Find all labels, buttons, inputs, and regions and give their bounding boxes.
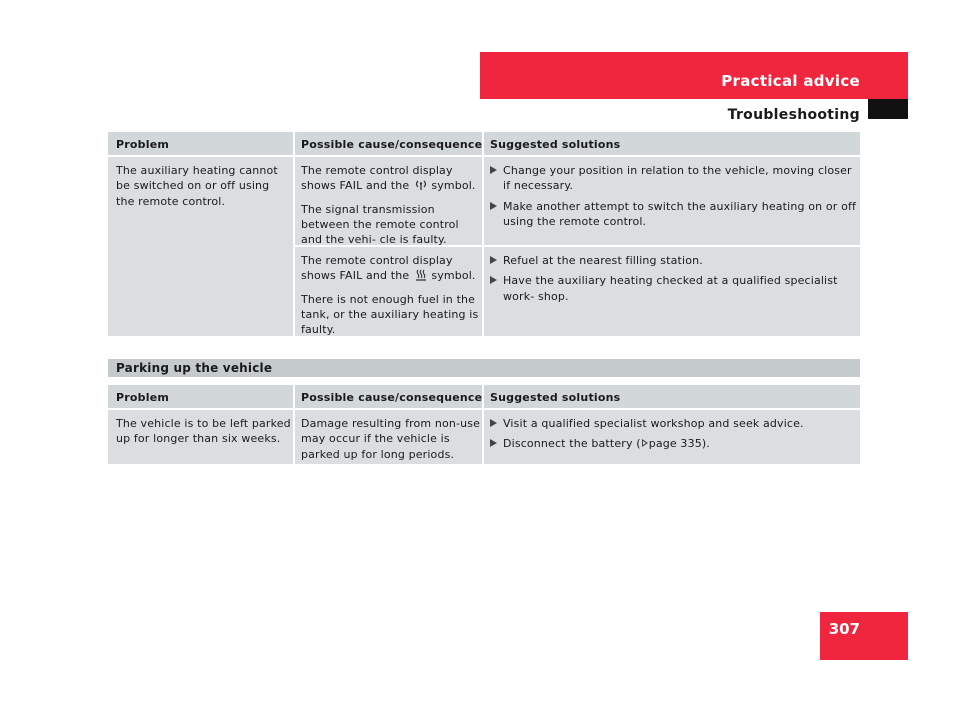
triangle-reference-icon (642, 439, 648, 447)
arrow-bullet-icon (490, 276, 497, 284)
solution-text: Make another attempt to switch the auxiliary heating on or off using the remote control. (503, 199, 857, 228)
solutions-cell (490, 163, 858, 229)
arrow-bullet-icon (490, 256, 497, 264)
arrow-bullet-icon (490, 166, 497, 174)
solution-item (490, 273, 858, 304)
solution-text: Have the auxiliary heating checked at a qualified specialist work- shop. (503, 274, 838, 303)
cause-display-text (301, 163, 481, 196)
section-title: Practical advice (721, 72, 860, 90)
column-divider (293, 132, 295, 336)
antenna-icon (415, 180, 427, 195)
solutions-cell (490, 416, 858, 452)
row-divider (108, 155, 860, 157)
problem-cell: The auxiliary heating cannot be switched on or off using the remote control. (116, 164, 278, 208)
column-header-solutions: Suggested solutions (490, 391, 621, 404)
cause-display-text (301, 253, 481, 286)
thumb-tab (868, 99, 908, 119)
problem-cell: The vehicle is to be left parked up for longer than six weeks. (116, 417, 291, 446)
column-divider (482, 132, 484, 336)
cause-display-after: symbol. (431, 179, 476, 193)
page-reference-link[interactable]: page 335). (648, 437, 710, 451)
solution-text: Disconnect the battery ( (503, 437, 641, 451)
row-divider (108, 408, 860, 410)
column-header-problem: Problem (116, 391, 170, 404)
solution-item (490, 416, 858, 431)
table-header-row (108, 385, 860, 408)
subsection-title: Troubleshooting (727, 107, 860, 123)
arrow-bullet-icon (490, 419, 497, 427)
cause-cell (301, 253, 481, 337)
cause-cell (301, 163, 481, 247)
solution-item (490, 163, 858, 194)
table-title: Parking up the vehicle (116, 361, 273, 375)
cause-detail: There is not enough fuel in the tank, or the auxiliary heating is faulty. (301, 292, 479, 337)
cause-cell: Damage resulting from non-use may occur if the vehicle is parked up for long periods. (301, 417, 481, 461)
cause-display-before: The remote control display shows FAIL and the (301, 164, 453, 193)
column-header-problem: Problem (116, 138, 170, 151)
column-header-solutions: Suggested solutions (490, 138, 621, 151)
cause-detail: The signal transmission between the remote control and the vehi- cle is faulty. (301, 202, 459, 247)
arrow-bullet-icon (490, 439, 497, 447)
page-number: 307 (828, 620, 860, 638)
column-header-cause: Possible cause/consequence (301, 138, 483, 151)
solution-text: Refuel at the nearest filling station. (503, 254, 703, 267)
arrow-bullet-icon (490, 202, 497, 210)
solution-item (490, 436, 858, 451)
solution-text: Visit a qualified specialist workshop and seek advice. (503, 417, 804, 430)
column-header-cause: Possible cause/consequence (301, 391, 483, 404)
table-header-row (108, 132, 860, 155)
cause-display-after: symbol. (431, 269, 476, 283)
solution-text: Change your position in relation to the vehicle, moving closer if necessary. (503, 164, 852, 193)
column-divider (293, 385, 295, 464)
heating-icon (415, 269, 427, 285)
solution-item (490, 253, 858, 268)
cause-display-before: The remote control display shows FAIL and the (301, 254, 453, 283)
solutions-cell (490, 253, 858, 304)
solution-item (490, 199, 858, 230)
